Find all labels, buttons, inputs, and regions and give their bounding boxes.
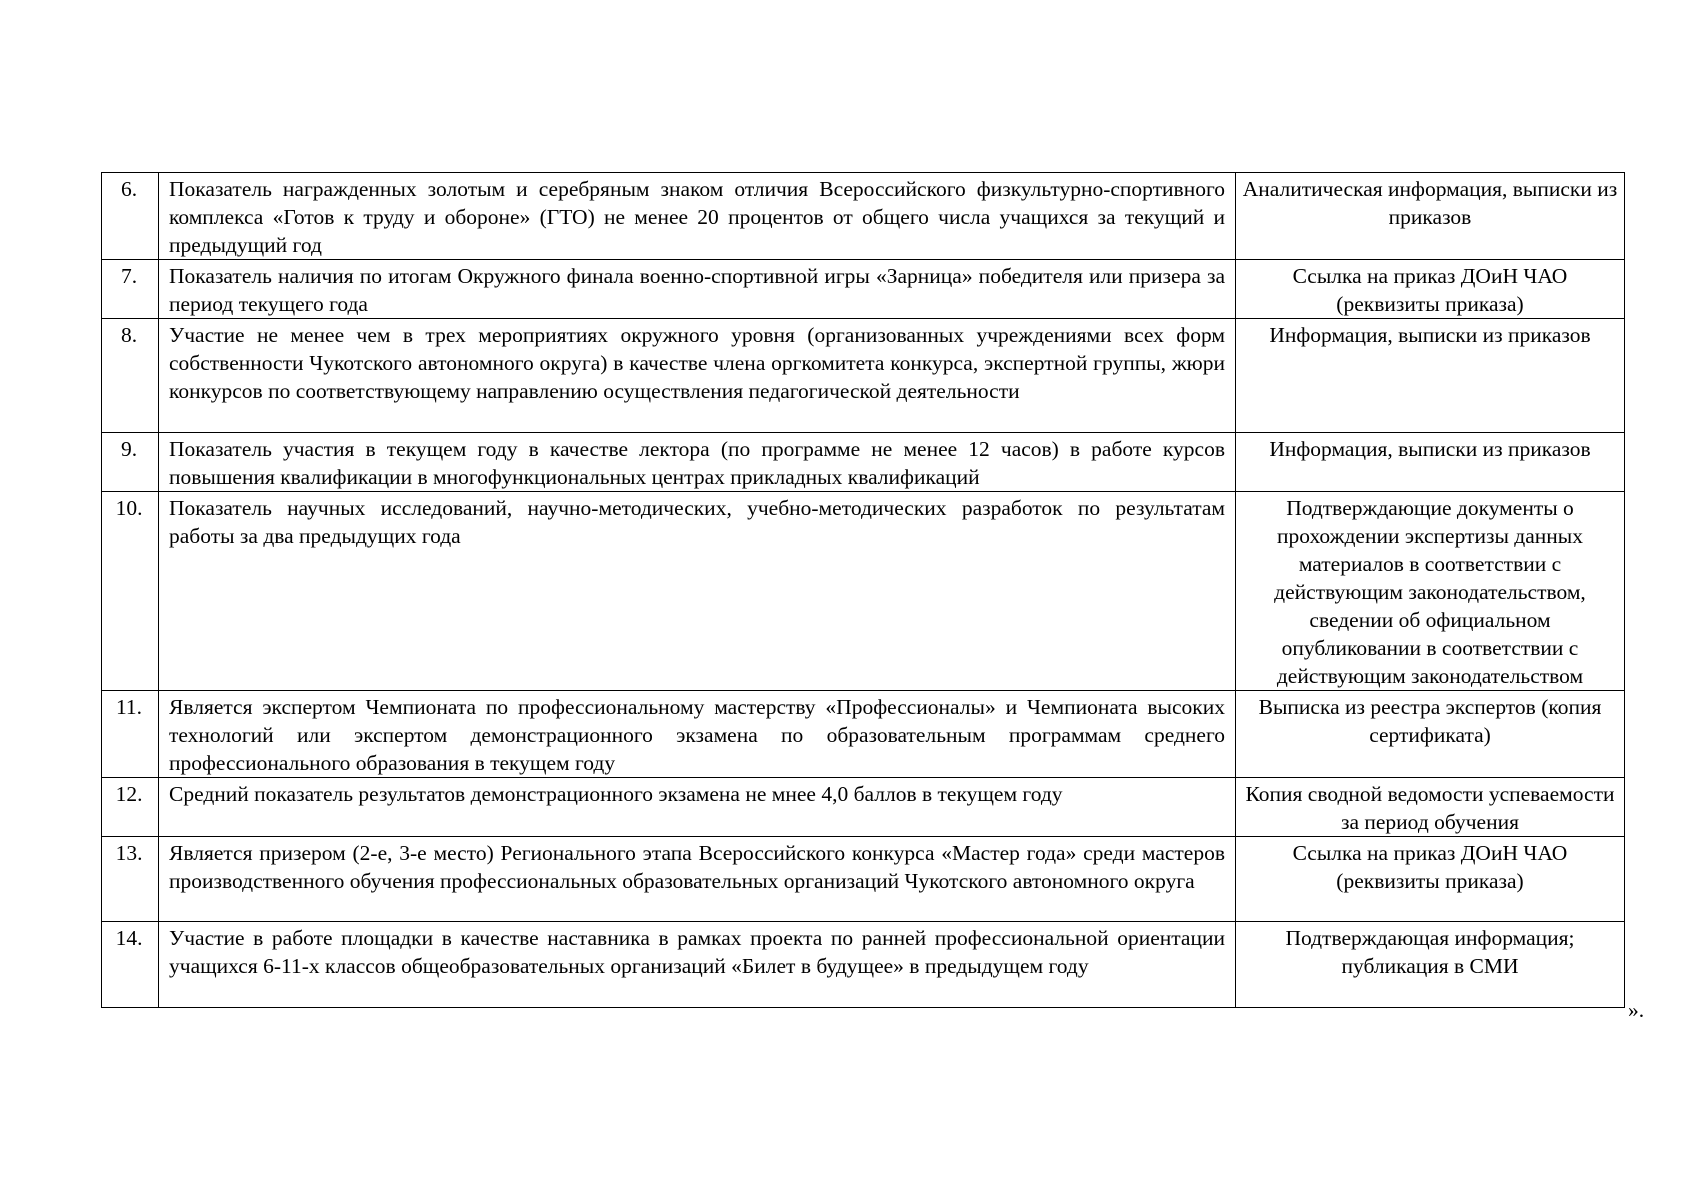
row-source: Информация, выписки из приказов <box>1236 319 1625 433</box>
row-criterion: Участие в работе площадки в качестве наставника в рамках проекта по ранней профессиональной ориентации учащихся 6-11-х классов общеобразовательных организаций «Билет в будущее» в предыдущем году <box>159 922 1236 1008</box>
row-number: 9. <box>102 433 159 492</box>
row-source: Ссылка на приказ ДОиН ЧАО (реквизиты приказа) <box>1236 260 1625 319</box>
row-source: Информация, выписки из приказов <box>1236 433 1625 492</box>
row-criterion: Показатель участия в текущем году в качестве лектора (по программе не менее 12 часов) в работе курсов повышения квалификации в многофункциональных центрах прикладных квалификаций <box>159 433 1236 492</box>
table-row <box>102 778 1625 837</box>
criteria-table <box>101 172 1625 1008</box>
table-row <box>102 837 1625 922</box>
table-row <box>102 319 1625 433</box>
table-row <box>102 492 1625 691</box>
row-criterion: Показатель награжденных золотым и серебряным знаком отличия Всероссийского физкультурно-спортивного комплекса «Готов к труду и обороне» (ГТО) не менее 20 процентов от общего числа учащихся за текущий и предыдущий год <box>159 173 1236 260</box>
table-row <box>102 433 1625 492</box>
table-row <box>102 173 1625 260</box>
row-criterion: Средний показатель результатов демонстрационного экзамена не мнее 4,0 баллов в текущем году <box>159 778 1236 837</box>
row-criterion: Показатель научных исследований, научно-методических, учебно-методических разработок по результатам работы за два предыдущих года <box>159 492 1236 691</box>
row-source: Аналитическая информация, выписки из приказов <box>1236 173 1625 260</box>
row-number: 12. <box>102 778 159 837</box>
row-number: 7. <box>102 260 159 319</box>
row-number: 10. <box>102 492 159 691</box>
row-number: 11. <box>102 691 159 778</box>
row-criterion: Участие не менее чем в трех мероприятиях окружного уровня (организованных учреждениями всех форм собственности Чукотского автономного округа) в качестве члена оргкомитета конкурса, экспертной группы, жюри конкурсов по соответствующему направлению осуществления педагогической деятельности <box>159 319 1236 433</box>
row-number: 13. <box>102 837 159 922</box>
row-number: 14. <box>102 922 159 1008</box>
table-row <box>102 922 1625 1008</box>
row-source: Подтверждающая информация; публикация в СМИ <box>1236 922 1625 1008</box>
row-source: Копия сводной ведомости успеваемости за период обучения <box>1236 778 1625 837</box>
table-row <box>102 691 1625 778</box>
row-number: 8. <box>102 319 159 433</box>
row-criterion: Показатель наличия по итогам Окружного финала военно-спортивной игры «Зарница» победителя или призера за период текущего года <box>159 260 1236 319</box>
row-source: Ссылка на приказ ДОиН ЧАО (реквизиты приказа) <box>1236 837 1625 922</box>
closing-quote-mark: ». <box>1628 998 1645 1022</box>
row-source: Выписка из реестра экспертов (копия сертификата) <box>1236 691 1625 778</box>
row-number: 6. <box>102 173 159 260</box>
table-row <box>102 260 1625 319</box>
row-criterion: Является экспертом Чемпионата по профессиональному мастерству «Профессионалы» и Чемпионата высоких технологий или экспертом демонстрационного экзамена по образовательным программам среднего профессионального образования в текущем году <box>159 691 1236 778</box>
row-source: Подтверждающие документы о прохождении экспертизы данных материалов в соответствии с действующим законодательством, сведении об официальном опубликовании в соответствии с действующим законодательством <box>1236 492 1625 691</box>
row-criterion: Является призером (2-е, 3-е место) Регионального этапа Всероссийского конкурса «Мастер года» среди мастеров производственного обучения профессиональных образовательных организаций Чукотского автономного округа <box>159 837 1236 922</box>
